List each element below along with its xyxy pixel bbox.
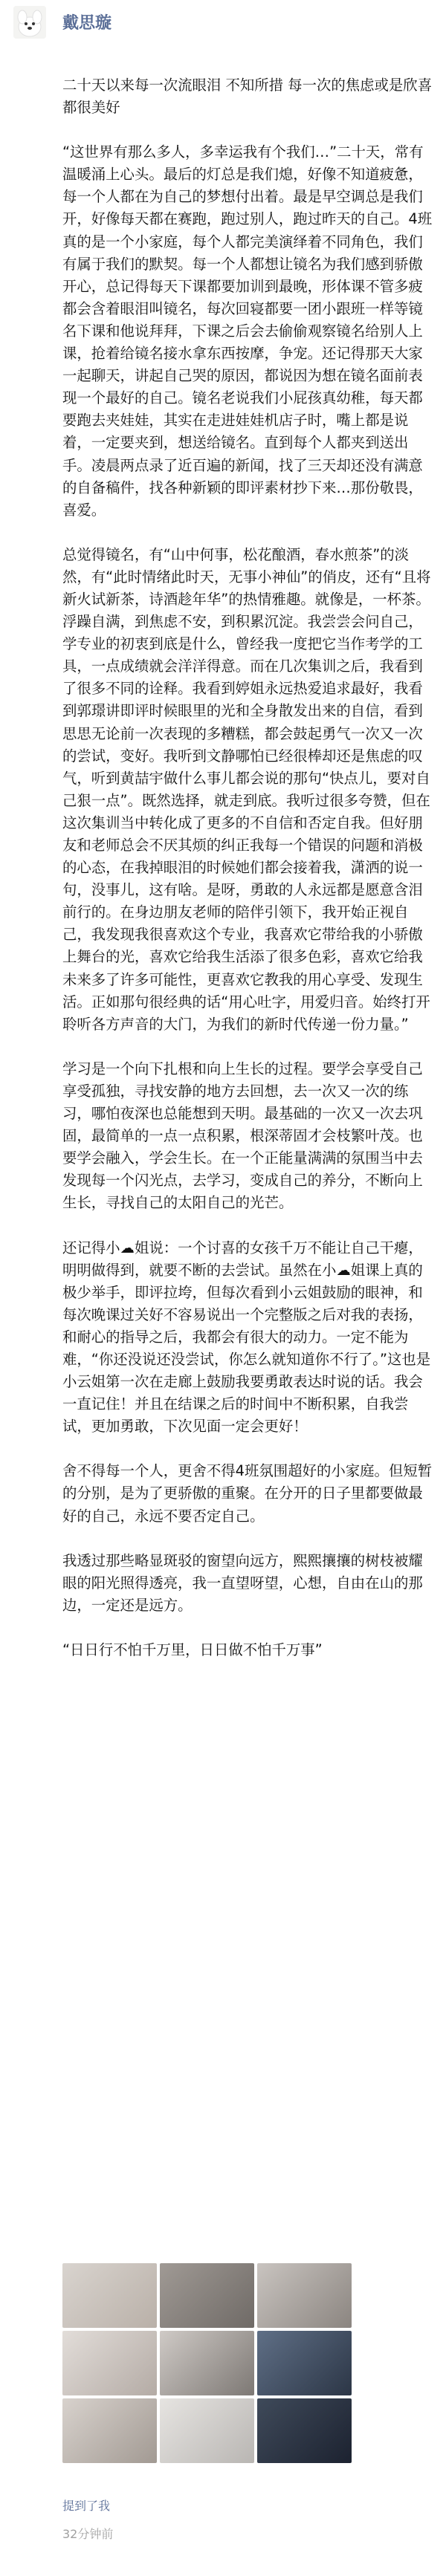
photo-thumbnail[interactable]: [160, 2398, 254, 2463]
post-paragraph: “这世界有那么多人，多幸运我有个我们…”二十天，常有温暖涌上心头。最后的灯总是我们熄，好像不知道疲惫，每一个人都在为自己的梦想付出着。最是早空调总是我们开，好像每天都在赛跑，跑过别人，跑过昨天的自己。4班真的是一个小家庭，每个人都完美演绎着不同角色，我们有属于我们的默契。每一个人都想让镜名为我们感到骄傲开心，总记得每天下课都要加训到最晚，形体课不管多疲都会含着眼泪叫镜名，每次回寝都要一团小跟班一样等镜名下课和他说拜拜，下课之后会去偷偷观察镜名给别人上课，抢着给镜名接水拿东西按摩，争宠。还记得那天大家一起聊天，讲起自己哭的原因，都说因为想在镜名面前表现一个最好的自己。镜名老说我们小屁孩真幼稚，每天都要跑去夹娃娃，其实在走进娃娃机店子时，嘴上都是说着，一定要夹到，想送给镜名。直到每个人都夹到送出手。凌晨两点录了近百遍的新闻，找了三天却还没有满意的自备稿件，找各种新颖的即评素材抄下来…那份敬畏，喜爱。: [62, 143, 433, 519]
author-name[interactable]: 戴思璇: [62, 14, 112, 33]
photo-thumbnail[interactable]: [62, 2331, 157, 2395]
post-header: [0, 0, 446, 48]
post-text: [62, 74, 437, 1684]
mentioned-me-link[interactable]: 提到了我: [62, 2499, 111, 2513]
avatar-dog-icon: [13, 6, 46, 39]
photo-thumbnail[interactable]: [160, 2263, 254, 2328]
photo-thumbnail[interactable]: [257, 2331, 352, 2395]
post-paragraph: 我透过那些略显斑驳的窗望向远方，熙熙攘攘的树枝被耀眼的阳光照得透亮，我一直望呀望，心想，自由在山的那边，一定还是远方。: [62, 1551, 423, 1614]
avatar[interactable]: [13, 6, 46, 39]
post-paragraph: 学习是一个向下扎根和向上生长的过程。要学会享受自己享受孤独，寻找安静的地方去回想，去一次又一次的练习，哪怕夜深也总能想到天明。最基础的一次又一次去巩固，最简单的一点一点积累，根深蒂固才会枝繁叶茂。也要学会融入，学会生长。在一个正能量满满的氛围当中去发现每一个闪光点，去学习，变成自己的养分，不断向上生长，寻找自己的太阳自己的光芒。: [62, 1060, 423, 1212]
photo-grid: [62, 2263, 352, 2464]
post-paragraph: 还记得小☁姐说：一个讨喜的女孩千万不能让自己干瘪，明明做得到，就要不断的去尝试。虽然在小☁姐课上真的极少举手，即评拉垮，但每次看到小云姐鼓励的眼神，和每次晚课过关好不容易说出一个完整版之后对我的表扬，和耐心的指导之后，我都会有很大的动力。一定不能为难，“你还没说还没尝试，你怎么就知道你不行了。”这也是小云姐第一次在走廊上鼓励我要勇敢表达时说的话。我会一直记住！并且在结课之后的时间中不断积累，自我尝试，更加勇敢，下次见面一定会更好！: [62, 1239, 431, 1435]
post-paragraph: “日日行不怕千万里，日日做不怕千万事”: [62, 1641, 323, 1658]
photo-thumbnail[interactable]: [160, 2331, 254, 2395]
post-paragraph: 二十天以来每一次流眼泪 不知所措 每一次的焦虑或是欣喜 都很美好: [62, 77, 437, 117]
photo-thumbnail[interactable]: [62, 2398, 157, 2463]
post-timestamp: 32分钟前: [62, 2527, 114, 2541]
post-paragraph: 总觉得镜名，有“山中何事，松花酿酒，春水煎茶”的淡然，有“此时情绪此时天，无事小神仙”的俏皮，还有“且将新火试新茶，诗酒趁年华”的热情雅趣。就像是，一杯茶。浮躁自满，到焦虑不安，到积累沉淀。我尝尝会问自己，学专业的初衷到底是什么，曾经我一度把它当作考学的工具，一点成绩就会洋洋得意。而在几次集训之后，我看到了很多不同的诠释。我看到婷姐永远热爱追求最好，我看到郭璟讲即评时候眼里的光和全身散发出来的自信，看到思思无论前一次表现的多糟糕，都会鼓起勇气一次又一次的尝试，变好。我听到文静哪怕已经很棒却还是焦虑的叹气，听到黄喆宇做什么事儿都会说的那句“快点儿，要对自己狠一点”。既然选择，就走到底。我听过很多夸赞，但在这次集训当中转化成了更多的不自信和否定自我。但好朋友和老师总会不厌其烦的纠正我每一个错误的问题和消极的心态，在我掉眼泪的时候她们都会接着我，潇洒的说一句，没事儿，这有啥。是呀，勇敢的人永远都是愿意含泪前行的。在身边朋友老师的陪伴引领下，我开始正视自己，我发现我很喜欢这个专业，我喜欢它带给我的小骄傲上舞台的光，喜欢它给我生活添了很多色彩，喜欢它给我未来多了许多可能性，更喜欢它教我的用心享受、发现生活。正如那句很经典的话“用心吐字，用爱归音。始终打开聆听各方声音的大门，为我们的新时代传递一份力量。”: [62, 545, 431, 1033]
post-paragraph: 舍不得每一个人，更舍不得4班氛围超好的小家庭。但短暂的分别，是为了更骄傲的重聚。在分开的日子里都要做最好的自己，永远不要否定自己。: [62, 1462, 433, 1525]
photo-thumbnail[interactable]: [62, 2263, 157, 2328]
photo-thumbnail[interactable]: [257, 2263, 352, 2328]
photo-thumbnail[interactable]: [257, 2398, 352, 2463]
